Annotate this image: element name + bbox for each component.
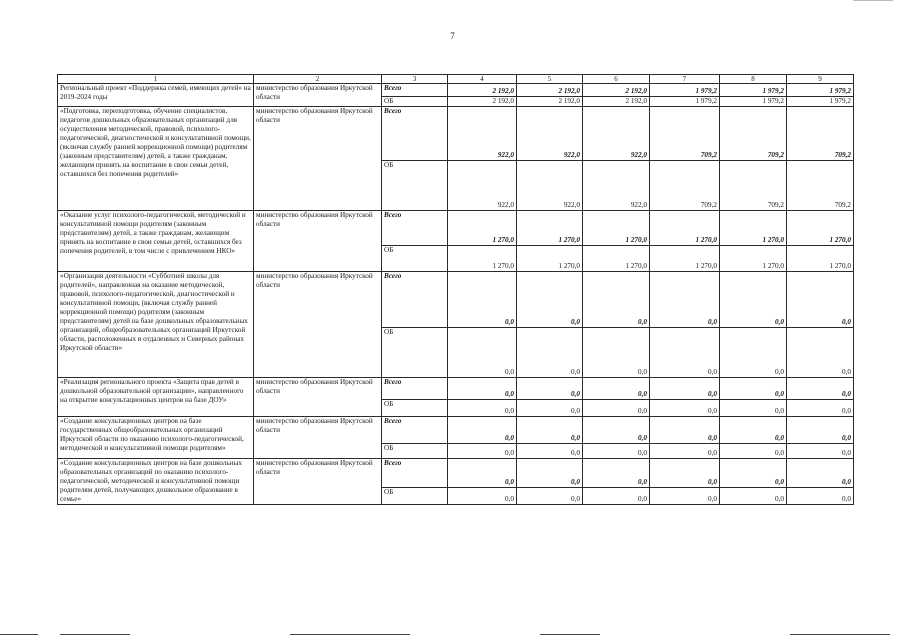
amount-cell-total: 1 270,0 <box>583 211 650 246</box>
amount-cell-ob: 0,0 <box>650 400 720 417</box>
funding-label-total: Всего <box>382 417 448 444</box>
funding-label-ob: ОБ <box>382 328 448 378</box>
amount-cell-total: 1 270,0 <box>517 211 583 246</box>
amount-cell-total: 0,0 <box>720 417 787 444</box>
table-row <box>58 107 854 161</box>
amount-cell-total: 0,0 <box>448 417 517 444</box>
amount-cell-total: 0,0 <box>720 378 787 400</box>
funding-label-ob: ОБ <box>382 487 448 504</box>
budget-table <box>57 74 854 505</box>
responsible-organization: министерство образования Иркутской области <box>254 378 382 417</box>
amount-cell-ob: 709,2 <box>720 161 787 211</box>
amount-cell-ob: 1 270,0 <box>787 246 854 272</box>
amount-cell-ob: 2 192,0 <box>583 97 650 107</box>
funding-label-ob: ОБ <box>382 161 448 211</box>
column-header: 7 <box>650 75 720 84</box>
amount-cell-total: 2 192,0 <box>517 84 583 97</box>
amount-cell-total: 0,0 <box>787 459 854 488</box>
amount-cell-total: 709,2 <box>787 107 854 161</box>
funding-label-ob: ОБ <box>382 400 448 417</box>
bottom-edge-line <box>0 634 38 635</box>
funding-label-total: Всего <box>382 107 448 161</box>
bottom-edge-line <box>790 634 890 635</box>
amount-cell-ob: 0,0 <box>787 328 854 378</box>
amount-cell-total: 0,0 <box>650 459 720 488</box>
amount-cell-total: 0,0 <box>583 417 650 444</box>
amount-cell-ob: 1 979,2 <box>720 97 787 107</box>
amount-cell-ob: 0,0 <box>517 400 583 417</box>
column-header: 2 <box>254 75 382 84</box>
table-row <box>58 211 854 246</box>
amount-cell-total: 0,0 <box>448 272 517 328</box>
activity-description: «Создание консультационных центров на базе дошкольных образовательных организаций по оказанию психолого-педагогической, методической и консультативной помощи родителям детей, получающих дошкольное образование в семье» <box>58 459 254 505</box>
amount-cell-total: 0,0 <box>720 272 787 328</box>
amount-cell-ob: 0,0 <box>517 487 583 504</box>
amount-cell-ob: 922,0 <box>448 161 517 211</box>
bottom-edge-line <box>540 634 600 635</box>
amount-cell-total: 0,0 <box>583 272 650 328</box>
amount-cell-ob: 0,0 <box>787 400 854 417</box>
amount-cell-total: 0,0 <box>448 378 517 400</box>
bottom-edge-line <box>60 634 130 635</box>
amount-cell-ob: 709,2 <box>650 161 720 211</box>
amount-cell-total: 0,0 <box>583 378 650 400</box>
amount-cell-ob: 0,0 <box>720 444 787 459</box>
amount-cell-ob: 0,0 <box>720 487 787 504</box>
amount-cell-total: 1 979,2 <box>720 84 787 97</box>
amount-cell-total: 0,0 <box>448 459 517 488</box>
table-row <box>58 378 854 400</box>
amount-cell-total: 1 979,2 <box>650 84 720 97</box>
amount-cell-total: 709,2 <box>720 107 787 161</box>
activity-description: «Подготовка, переподготовка, обучение специалистов, педагогов дошкольных образовательных организаций для осуществления методической, правовой, психолого-педагогической, диагностической и консультативной помощи, (включая службу ранней коррекционной помощи) родителям (законным представителям) детей, а также гражданам, желающим принять на воспитание в свои семьи детей, оставшихся без попечения родителей» <box>58 107 254 211</box>
funding-label-ob: ОБ <box>382 444 448 459</box>
amount-cell-total: 0,0 <box>583 459 650 488</box>
amount-cell-total: 0,0 <box>787 378 854 400</box>
responsible-organization: министерство образования Иркутской области <box>254 211 382 272</box>
amount-cell-total: 922,0 <box>448 107 517 161</box>
amount-cell-total: 2 192,0 <box>448 84 517 97</box>
amount-cell-ob: 0,0 <box>650 487 720 504</box>
amount-cell-ob: 0,0 <box>650 328 720 378</box>
amount-cell-total: 2 192,0 <box>583 84 650 97</box>
amount-cell-ob: 1 979,2 <box>787 97 854 107</box>
amount-cell-ob: 0,0 <box>448 487 517 504</box>
amount-cell-total: 0,0 <box>517 272 583 328</box>
funding-label-total: Всего <box>382 272 448 328</box>
table-header-row <box>58 75 854 84</box>
amount-cell-ob: 0,0 <box>720 328 787 378</box>
amount-cell-ob: 0,0 <box>583 400 650 417</box>
activity-description: «Создание консультационных центров на базе государственных общеобразовательных организаций Иркутской области по оказанию психолого-педагогической, методической и консультативной помощи родителям» <box>58 417 254 459</box>
amount-cell-ob: 0,0 <box>787 487 854 504</box>
amount-cell-total: 1 270,0 <box>787 211 854 246</box>
table-row <box>58 272 854 328</box>
bottom-edge-line <box>290 634 410 635</box>
amount-cell-total: 0,0 <box>650 417 720 444</box>
funding-label-total: Всего <box>382 211 448 246</box>
amount-cell-ob: 0,0 <box>517 328 583 378</box>
amount-cell-total: 1 270,0 <box>720 211 787 246</box>
amount-cell-ob: 0,0 <box>720 400 787 417</box>
amount-cell-total: 0,0 <box>650 272 720 328</box>
funding-label-total: Всего <box>382 84 448 97</box>
amount-cell-ob: 0,0 <box>787 444 854 459</box>
amount-cell-ob: 1 270,0 <box>650 246 720 272</box>
amount-cell-total: 0,0 <box>517 459 583 488</box>
amount-cell-ob: 1 270,0 <box>583 246 650 272</box>
column-header: 5 <box>517 75 583 84</box>
amount-cell-total: 1 979,2 <box>787 84 854 97</box>
amount-cell-total: 1 270,0 <box>650 211 720 246</box>
funding-label-total: Всего <box>382 459 448 488</box>
amount-cell-ob: 0,0 <box>583 444 650 459</box>
amount-cell-ob: 0,0 <box>583 328 650 378</box>
amount-cell-ob: 1 270,0 <box>517 246 583 272</box>
funding-label-ob: ОБ <box>382 97 448 107</box>
table-row <box>58 84 854 97</box>
amount-cell-ob: 0,0 <box>650 444 720 459</box>
amount-cell-ob: 2 192,0 <box>448 97 517 107</box>
table-row <box>58 459 854 488</box>
activity-description: Региональный проект «Поддержка семей, имеющих детей» на 2019-2024 годы <box>58 84 254 107</box>
amount-cell-total: 709,2 <box>650 107 720 161</box>
activity-description: «Оказание услуг психолого-педагогической, методической и консультативной помощи родителям (законным представителям) детей, а также гражданам, желающим принять на воспитание в свои семьи детей, оставшихся без попечения родителей, в том числе с привлечением НКО» <box>58 211 254 272</box>
amount-cell-ob: 922,0 <box>517 161 583 211</box>
amount-cell-ob: 0,0 <box>583 487 650 504</box>
activity-description: «Реализация регионального проекта «Защита прав детей в дошкольной образовательной организации», направленного на открытие консультационных центров на базе ДОУ» <box>58 378 254 417</box>
amount-cell-ob: 0,0 <box>448 328 517 378</box>
funding-label-total: Всего <box>382 378 448 400</box>
page-number: 7 <box>450 31 455 41</box>
responsible-organization: министерство образования Иркутской области <box>254 417 382 459</box>
amount-cell-ob: 0,0 <box>448 400 517 417</box>
amount-cell-total: 0,0 <box>650 378 720 400</box>
amount-cell-ob: 922,0 <box>583 161 650 211</box>
amount-cell-ob: 0,0 <box>517 444 583 459</box>
column-header: 4 <box>448 75 517 84</box>
amount-cell-total: 0,0 <box>787 417 854 444</box>
responsible-organization: министерство образования Иркутской области <box>254 84 382 107</box>
responsible-organization: министерство образования Иркутской области <box>254 107 382 211</box>
amount-cell-ob: 1 270,0 <box>720 246 787 272</box>
amount-cell-total: 922,0 <box>517 107 583 161</box>
scan-edge-mark <box>853 0 893 1</box>
amount-cell-total: 1 270,0 <box>448 211 517 246</box>
amount-cell-total: 0,0 <box>517 378 583 400</box>
amount-cell-total: 0,0 <box>720 459 787 488</box>
amount-cell-ob: 1 979,2 <box>650 97 720 107</box>
amount-cell-total: 0,0 <box>517 417 583 444</box>
amount-cell-ob: 2 192,0 <box>517 97 583 107</box>
column-header: 9 <box>787 75 854 84</box>
responsible-organization: министерство образования Иркутской области <box>254 272 382 378</box>
amount-cell-ob: 0,0 <box>448 444 517 459</box>
column-header: 3 <box>382 75 448 84</box>
column-header: 1 <box>58 75 254 84</box>
amount-cell-total: 922,0 <box>583 107 650 161</box>
column-header: 8 <box>720 75 787 84</box>
funding-label-ob: ОБ <box>382 246 448 272</box>
amount-cell-ob: 709,2 <box>787 161 854 211</box>
column-header: 6 <box>583 75 650 84</box>
responsible-organization: министерство образования Иркутской области <box>254 459 382 505</box>
amount-cell-ob: 1 270,0 <box>448 246 517 272</box>
table-row <box>58 417 854 444</box>
activity-description: «Организация деятельности «Субботней школы для родителей», направленная на оказание методической, правовой, психолого-педагогической, диагностической и консультативной помощи, (включая службу ранней коррекционной помощи) родителям (законным представителям) детей на базе дошкольных образовательных организаций, общеобразовательных организаций Иркутской области, расположенных в отдаленных и Северных районах Иркутской области» <box>58 272 254 378</box>
amount-cell-total: 0,0 <box>787 272 854 328</box>
